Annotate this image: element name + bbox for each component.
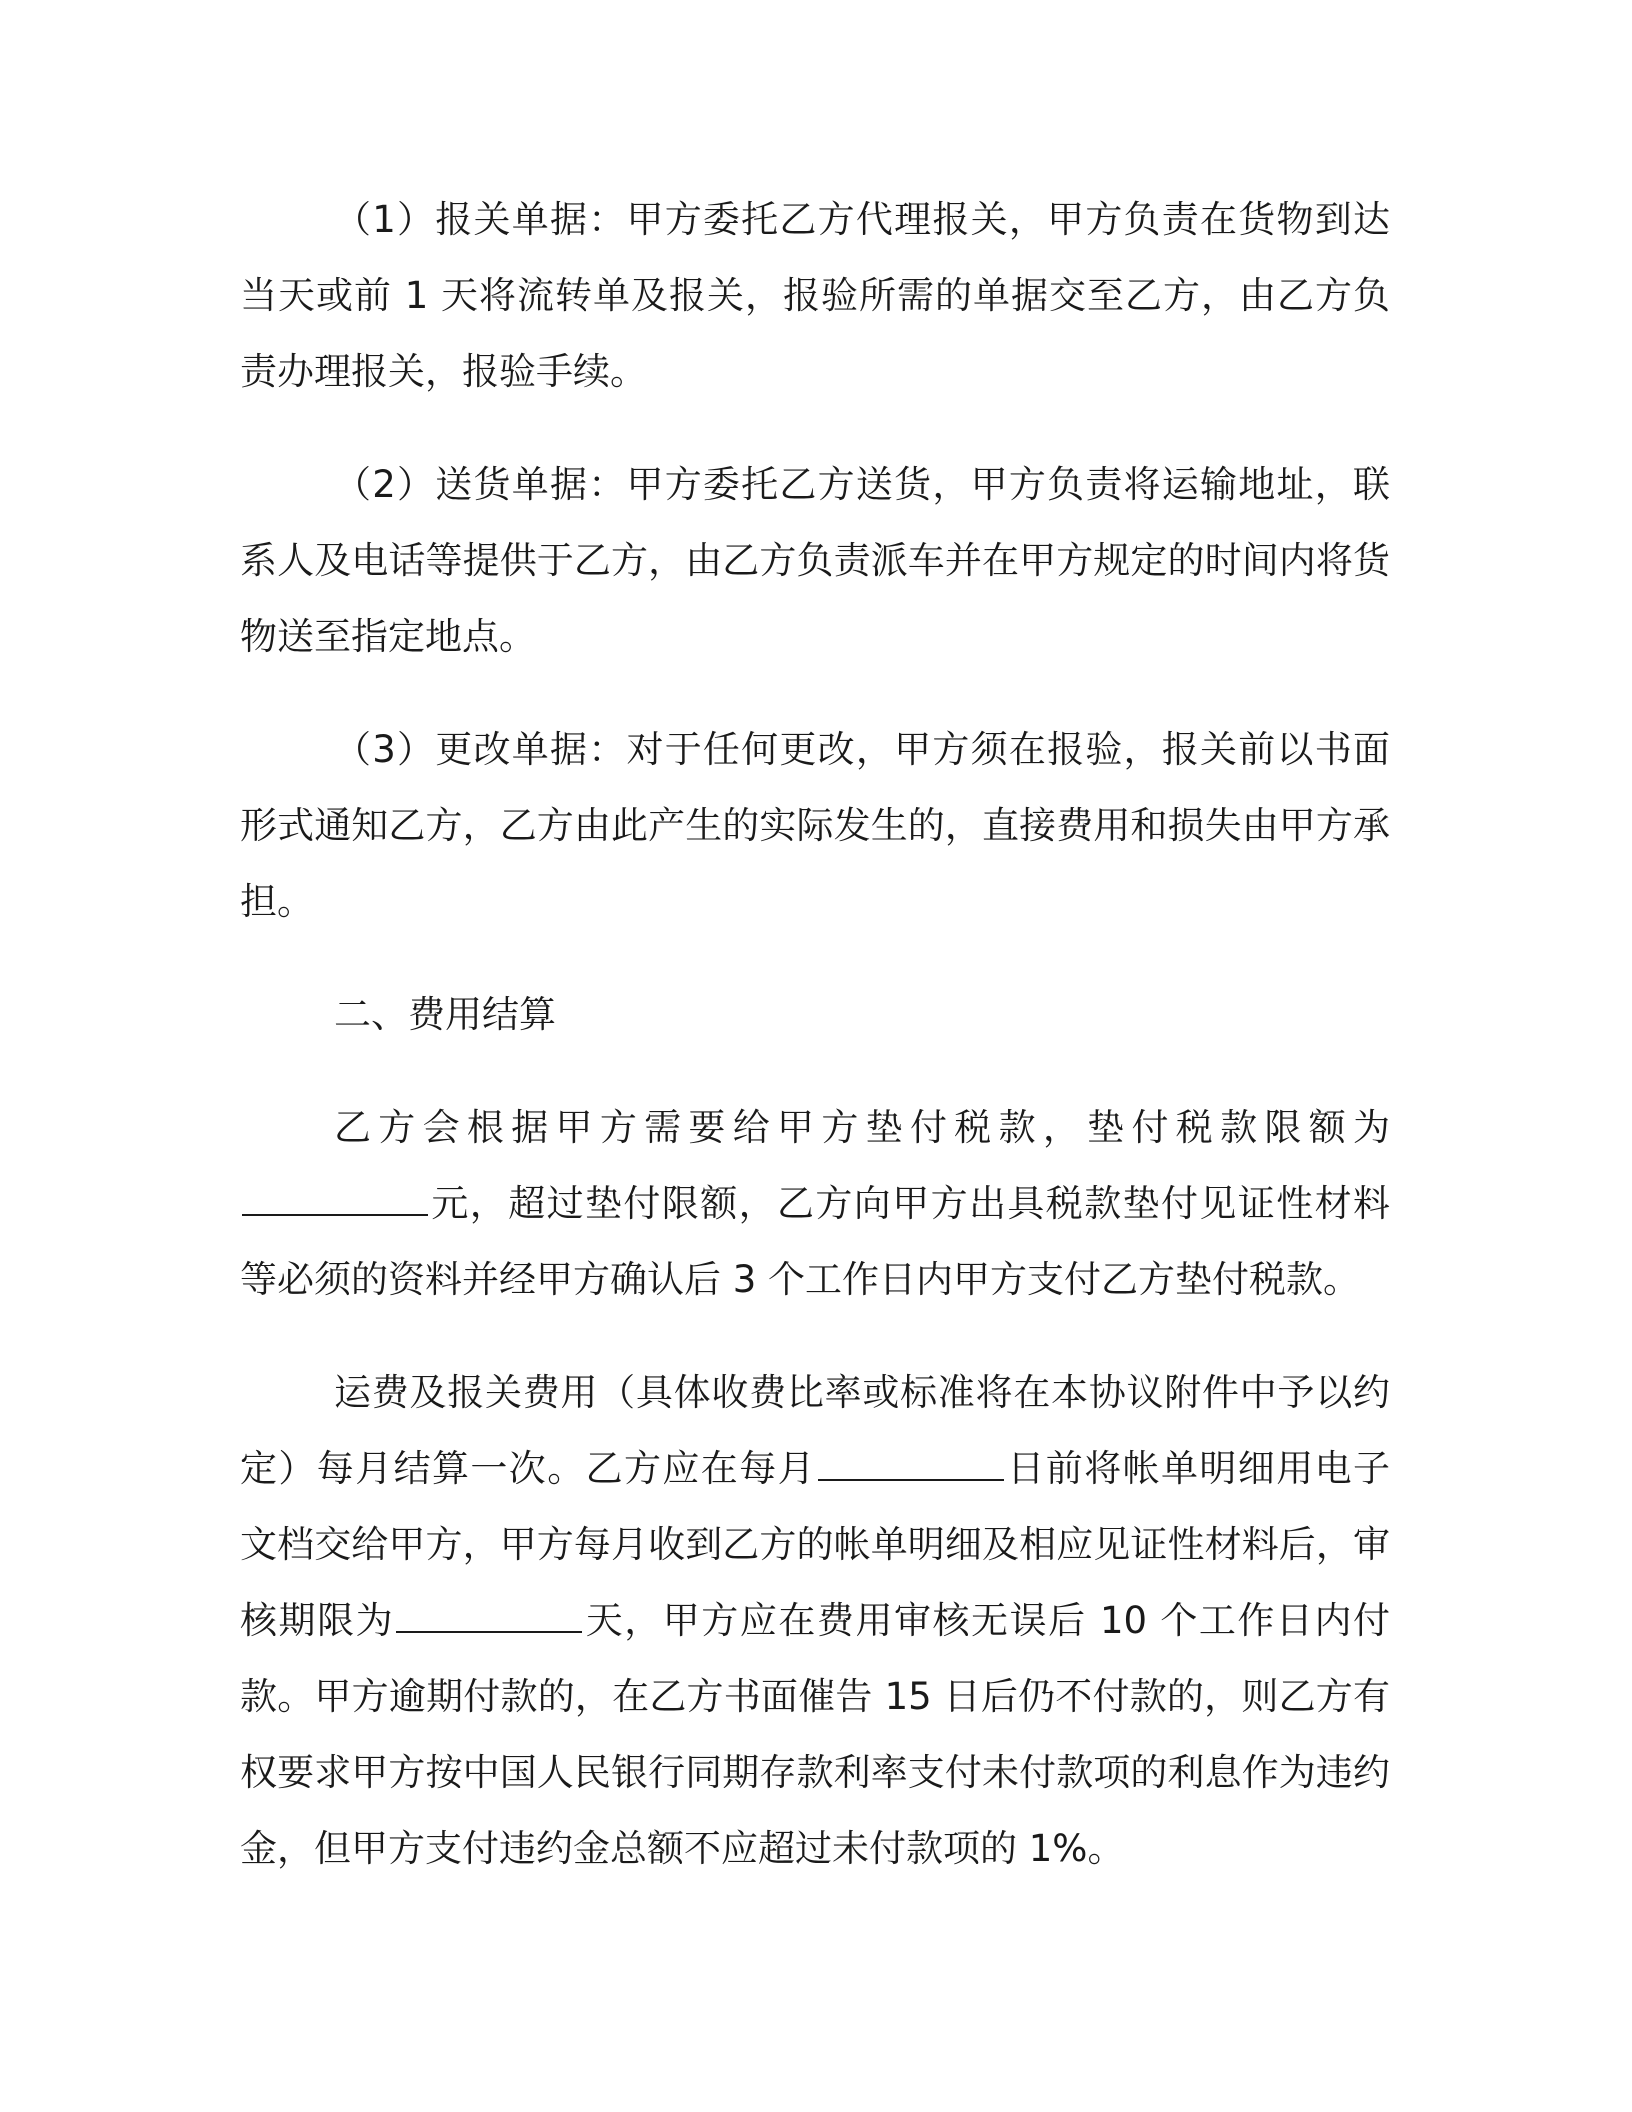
clause-tax-advance-part1: 乙方会根据甲方需要给甲方垫付税款，垫付税款限额为 bbox=[334, 1106, 1390, 1149]
clause-tax-advance bbox=[240, 1090, 1390, 1318]
clause-freight-fees-part3: 天，甲方应在费用审核无误后 10 个工作日内付款。甲方逾期付款的，在乙方书面催告 15 日后仍不付款的，则乙方有权要求甲方按中国人民银行同期存款利率支付未付款项的利息作为违约金，但甲方支付违约金总额不应超过未付款项的 1%。 bbox=[240, 1599, 1391, 1870]
clause-freight-fees-part1: 运费及报关费用（具体收费比率或标准将在本协议附件中予以约定）每月结算一次。乙方应在每月 bbox=[240, 1371, 1390, 1490]
clause-change-documents: （3）更改单据：对于任何更改，甲方须在报验，报关前以书面形式通知乙方，乙方由此产生的实际发生的，直接费用和损失由甲方承担。 bbox=[240, 728, 1390, 923]
clause-tax-advance-part2: 元，超过垫付限额，乙方向甲方出具税款垫付见证性材料等必须的资料并经甲方确认后 3 个工作日内甲方支付乙方垫付税款。 bbox=[240, 1182, 1390, 1301]
clause-freight-fees-part2: 日前将帐单明细用电子文档交给甲方，甲方每月收到乙方的帐单明细及相应见证性材料后，审核期限为 bbox=[240, 1447, 1390, 1642]
review-period-blank bbox=[396, 1601, 582, 1633]
clause-customs-documents: （1）报关单据：甲方委托乙方代理报关，甲方负责在货物到达当天或前 1 天将流转单及报关，报验所需的单据交至乙方，由乙方负责办理报关，报验手续。 bbox=[240, 198, 1390, 393]
billing-day-blank bbox=[818, 1449, 1004, 1481]
section-heading-fee-settlement: 二、费用结算 bbox=[334, 993, 556, 1036]
tax-limit-blank bbox=[242, 1184, 428, 1216]
clause-delivery-documents: （2）送货单据：甲方委托乙方送货，甲方负责将运输地址，联系人及电话等提供于乙方，由乙方负责派车并在甲方规定的时间内将货物送至指定地点。 bbox=[240, 463, 1390, 658]
document-body bbox=[240, 182, 1390, 1924]
clause-freight-fees bbox=[240, 1355, 1390, 1887]
